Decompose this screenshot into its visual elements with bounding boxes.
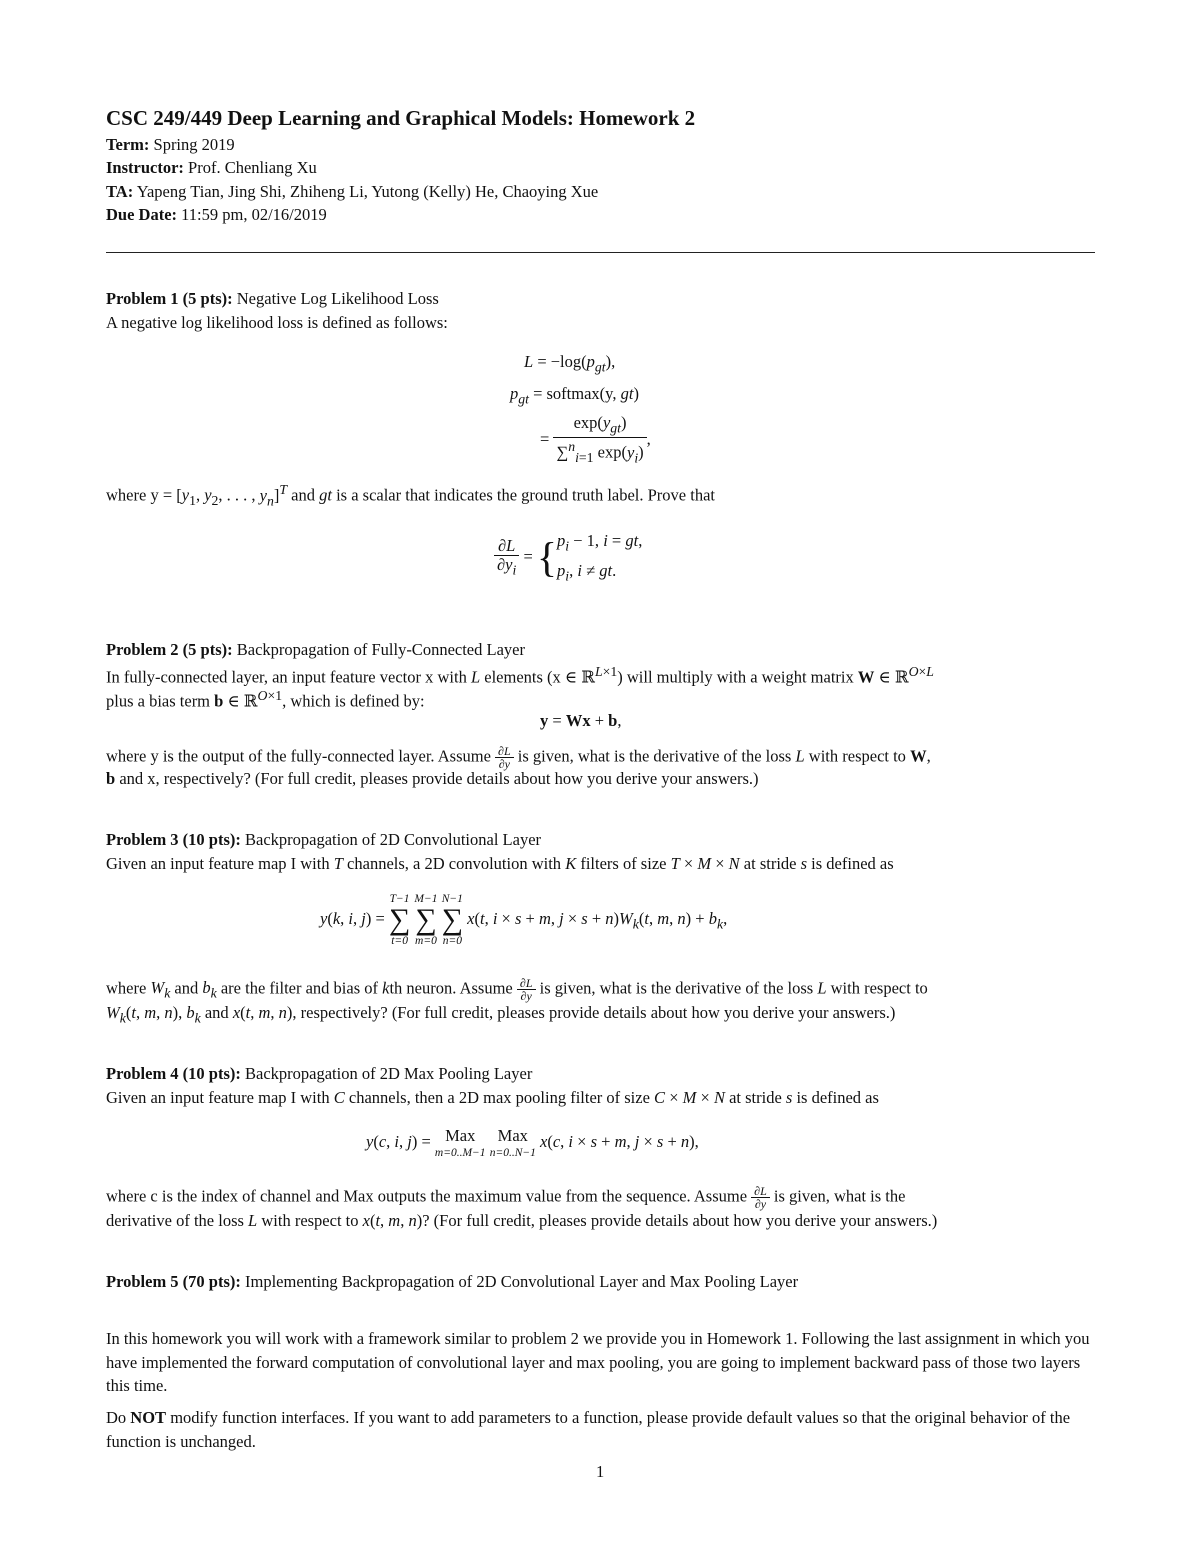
problem-3-line-2: where $W_k$ and $b_k$ are the filter and bias of kth neuron. Assume $\frac{\partial L}{\partial y}$ is given, what is the derivative of the loss L with respect to (106, 976, 928, 1003)
term-line: Term: Spring 2019 (106, 135, 235, 154)
problem-3-line-3: $W_k(t$, m, n), $b_k$ and x(t, m, n), respectively? (For full credit, pleases provide details about how you derive your answers.) (106, 1003, 896, 1026)
due-date-line: Due Date: 11:59 pm, 02/16/2019 (106, 205, 327, 224)
equation-max-pooling: y(c, i, j) = Max m=0..M−1 Max n=0..N−1 x(c, i × s + m, j × s + n), (366, 1126, 699, 1159)
problem-5-paragraph-1: In this homework you will work with a framework similar to problem 2 we provide you in Homework 1. Following the last assignment in which you have implemented the forward computation of convolutional layer and max pooling, you are going to implement backward pass of those two layers this time. (106, 1329, 1090, 1395)
problem-4-heading: Problem 4 (10 pts): Backpropagation of 2D Max Pooling Layer (106, 1064, 533, 1083)
equation-softmax-fraction: = $\frac{\exp(y_{gt})}{\sum^n_{i=1} \exp(y_i)}$ , (540, 413, 651, 466)
problem-3-line-1: Given an input feature map I with T channels, a 2D convolution with K filters of size T × M × N at stride s is defined as (106, 854, 894, 873)
problem-4-line-3: derivative of the loss L with respect to x(t, m, n)? (For full credit, pleases provide details about how you derive your answers.) (106, 1211, 938, 1230)
problem-2-line-3: where y is the output of the fully-connected layer. Assume $\frac{\partial L}{\partial y}$ is given, what is the derivative of the loss L with respect to W, (106, 744, 931, 771)
problem-1-where-line: where $y = [y_1$, $y_2$, . . . , $y_n]^T$ and gt is a scalar that indicates the ground truth label. Prove that (106, 482, 715, 508)
problem-3-heading: Problem 3 (10 pts): Backpropagation of 2D Convolutional Layer (106, 830, 542, 849)
equation-gradient-cases: $\frac{\partial L}{\partial y_i}$ = {$p_i - 1$, i = gt, $p_i$, i ≠ gt. (494, 528, 642, 589)
problem-1-intro: A negative log likelihood loss is defined as follows: (106, 313, 448, 332)
problem-2-line-1: In fully-connected layer, an input feature vector x with L elements (x ∈ ℝ$^{L\times 1}$) will multiply with a weight matrix W ∈ ℝ$^{O\times L}$ (106, 664, 934, 687)
problem-5-paragraph-2: Do NOT modify function interfaces. If you want to add parameters to a function, please provide default values so that the original behavior of the function is unchanged. (106, 1408, 1071, 1451)
equation-convolution: y(k, i, j) = T−1 ∑ t=0 M−1 ∑ m=0 N−1 ∑ n=0 x(t, i × s + m, $j \times s + n)W_k(t$, m, $n) + b_k$, (320, 893, 728, 947)
equation-fc-layer: y = Wx + b, (540, 711, 622, 730)
equation-softmax: $p_{gt}$ = softmax(y, gt) (510, 384, 639, 407)
problem-5-heading: Problem 5 (70 pts): Implementing Backpropagation of 2D Convolutional Layer and Max Pooling Layer (106, 1272, 799, 1291)
header-divider (106, 252, 1095, 253)
problem-2-heading: Problem 2 (5 pts): Backpropagation of Fully-Connected Layer (106, 640, 525, 659)
problem-2-line-2: plus a bias term b ∈ ℝ$^{O\times 1}$, which is defined by: (106, 688, 425, 711)
problem-4-line-1: Given an input feature map I with C channels, then a 2D max pooling filter of size C × M × N at stride s is defined as (106, 1088, 879, 1107)
ta-line: TA: Yapeng Tian, Jing Shi, Zhiheng Li, Yutong (Kelly) He, Chaoying Xue (106, 182, 599, 201)
equation-loss: $L = -\log(p_{gt})$, (524, 352, 616, 375)
page-number: 1 (596, 1462, 605, 1481)
document-title: CSC 249/449 Deep Learning and Graphical Models: Homework 2 (106, 106, 696, 130)
problem-2-line-4: b and x, respectively? (For full credit, pleases provide details about how you derive your answers.) (106, 769, 759, 788)
problem-1-heading: Problem 1 (5 pts): Negative Log Likelihood Loss (106, 289, 439, 308)
instructor-line: Instructor: Prof. Chenliang Xu (106, 158, 317, 177)
problem-4-line-2: where c is the index of channel and Max outputs the maximum value from the sequence. Assume $\frac{\partial L}{\partial y}$ is given, what is the (106, 1184, 906, 1211)
